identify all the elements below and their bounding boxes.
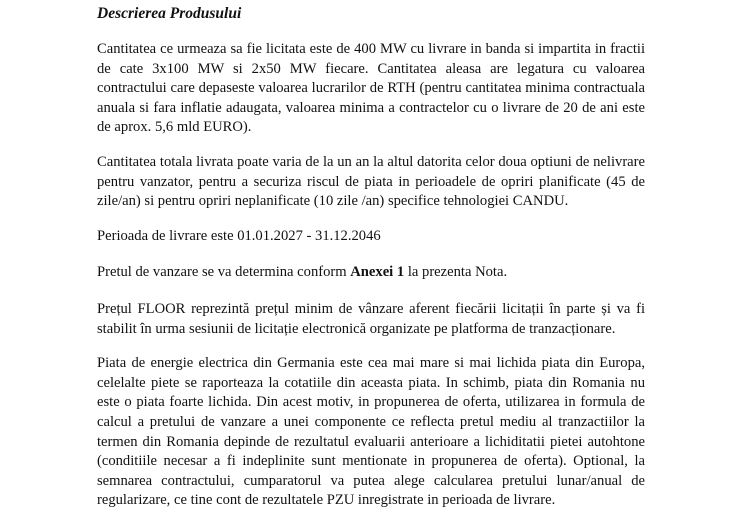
- paragraph-price: [97, 263, 645, 283]
- paragraph-quantity: Cantitatea ce urmeaza sa fie licitata este de 400 MW cu livrare in banda si impartita in fractii de cate 3x100 MW si 2x50 MW fiecare. Cantitatea aleasa are legatura cu valoarea contractului care depaseste valoarea lucrarilor de RTH (pentru cantitatea minima contractuala anuala si fara inflatie adaugata, valoarea minima a contractelor cu o livrare de 20 de ani este de aprox. 5,6 mld EURO).: [97, 41, 645, 136]
- paragraph-delivery-variation: Cantitatea totala livrata poate varia de la un an la altul datorita celor doua optiuni de nelivrare pentru vanzator, pentru a securiza riscul de piata in perioadele de opriri planificate (45 de zile/an) si pentru opriri neplanificate (10 zile /an) specifice tehnologiei CANDU.: [97, 153, 645, 210]
- annex-reference: Anexei 1: [350, 264, 405, 281]
- paragraph-floor-price: Prețul FLOOR reprezintă prețul minim de vânzare aferent fiecării licitații în parte și va fi stabilit în urma sesiunii de licitație electronică organizate pe platforma de tranzacționare.: [97, 300, 645, 337]
- price-text-before: Pretul de vanzare se va determina conform: [97, 264, 351, 281]
- document-title: Descrierea Produsului: [97, 5, 242, 22]
- price-text-after: la prezenta Nota.: [404, 264, 508, 281]
- document-page: [97, 4, 645, 526]
- paragraph-market: Piata de energie electrica din Germania este cea mai mare si mai lichida piata din Europa, celelalte piete se raporteaza la cotatiile din aceasta piata. In schimb, piata din Romania nu este o piata foarte lichida. Din acest motiv, in propunerea de oferta, utilizarea in formula de calcul a pretului de vanzare a unei componente ce reflecta pretul mediu al tranzactiilor la termen din Romania depinde de rezultatul evaluarii anterioare a lichiditatii pietei autohtone (conditiile necesar a fi indeplinite sunt mentionate in propunerea de oferta). Optional, la semnarea contractului, cumparatorul va putea alege calcularea pretului lunar/anual de regularizare, ce tine cont de rezultatele PZU inregistrate in perioada de livrare.: [97, 355, 645, 509]
- paragraph-delivery-period: Perioada de livrare este 01.01.2027 - 31.12.2046: [97, 227, 381, 244]
